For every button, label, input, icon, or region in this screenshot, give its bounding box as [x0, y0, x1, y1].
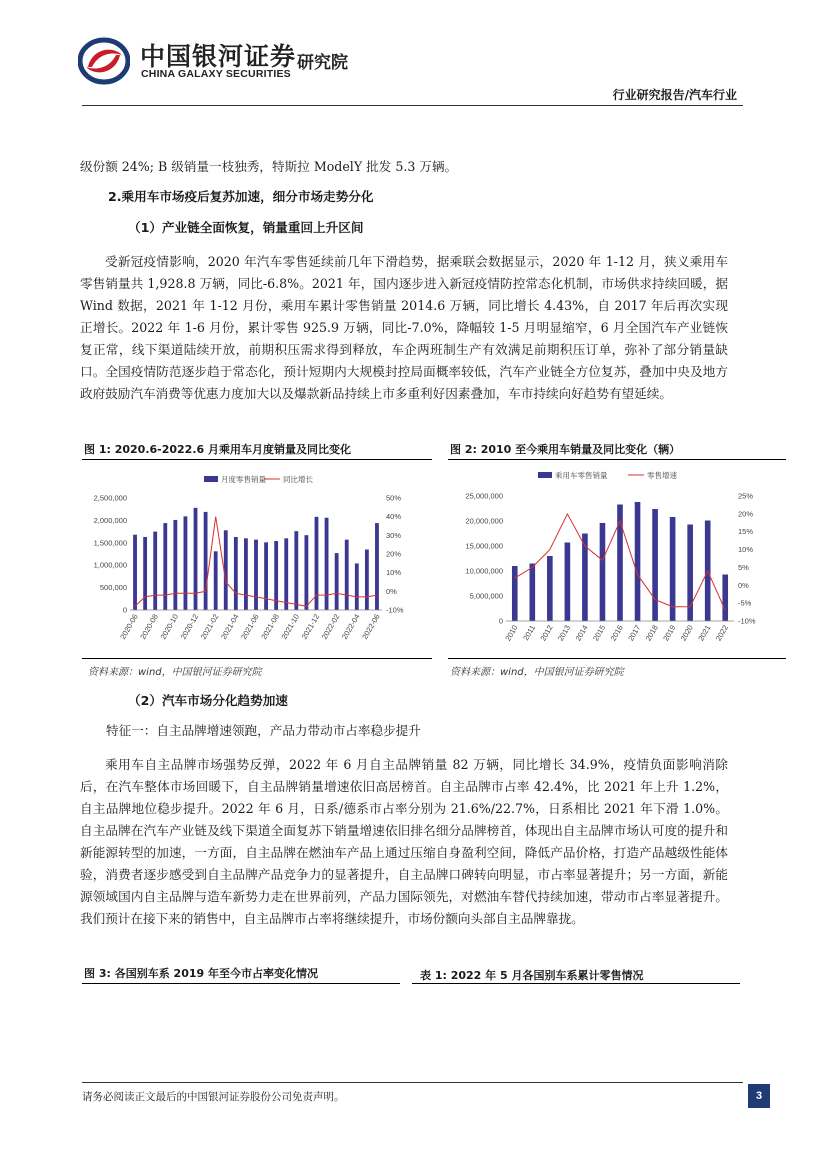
chart2-y-right-tick: 0%	[738, 580, 749, 590]
figure-1-rule	[82, 459, 432, 460]
chart2-x-tick: 2010	[503, 623, 520, 643]
figure-1-title: 图 1: 2020.6-2022.6 月乘用车月度销量及同比变化	[84, 443, 352, 456]
chart2-y-right-tick: 10%	[738, 545, 754, 555]
chart1-x-tick: 2021-08	[259, 612, 281, 641]
chart1-bar	[254, 540, 258, 610]
chart2-y-right-tick: 20%	[738, 509, 754, 519]
chart1-x-tick: 2021-10	[279, 612, 302, 641]
chart1-x-tick: 2022-04	[339, 612, 362, 641]
chart2-legend-bar-label: 乘用车零售销量	[555, 471, 608, 480]
chart2-bar	[530, 564, 536, 622]
chart1-y-right-tick: -10%	[386, 605, 404, 615]
figure-2-bottom-rule	[448, 658, 786, 659]
figure-1-chart	[82, 464, 432, 654]
chart1-y-left-tick: 2,000,000	[93, 515, 127, 525]
chart1-bar	[153, 532, 157, 610]
chart1-y-left-tick: 1,500,000	[93, 538, 127, 548]
page-number: 3	[748, 1084, 770, 1108]
chart2-x-tick: 2019	[661, 623, 678, 643]
chart1-bar	[365, 550, 369, 610]
report-type: 行业研究报告/汽车行业	[612, 88, 737, 102]
chart1-x-tick: 2021-04	[219, 612, 241, 641]
chart2-bar	[547, 556, 553, 621]
chart1-y-right-tick: 30%	[386, 530, 402, 540]
chart1-bar	[274, 541, 278, 610]
footer-rule	[82, 1082, 743, 1083]
chart2-x-tick: 2016	[608, 623, 625, 643]
chart2-x-tick: 2012	[538, 623, 555, 643]
chart2-bar	[600, 523, 606, 621]
chart1-y-right-tick: 20%	[386, 549, 402, 559]
table-1-rule	[412, 983, 740, 984]
chart1-x-tick: 2020-12	[178, 612, 201, 641]
chart2-x-tick: 2013	[555, 623, 573, 643]
chart1-bar	[163, 523, 167, 610]
chart1-x-tick: 2020-10	[158, 612, 181, 641]
chart1-y-left-tick: 500,000	[99, 583, 127, 593]
chart2-y-right-tick: 25%	[738, 491, 754, 501]
chart1-x-tick: 2021-02	[198, 612, 221, 641]
chart2-y-left-tick: 25,000,000	[465, 491, 503, 501]
chart2-x-tick: 2020	[678, 623, 695, 643]
chart1-y-left-tick: 0	[122, 605, 127, 615]
chart1-bar	[214, 551, 218, 610]
chart1-bar	[304, 535, 308, 610]
paragraph-1: 受新冠疫情影响，2020 年汽车零售延续前几年下滑趋势，据乘联会数据显示，2020 年 1-12 月，狭义乘用车零售销量共 1,928.8 万辆，同比-6.8%。2021 年，国内逐步进入新冠疫情防控常态化机制，市场供求持续回暖，据 Wind 数据，2021 年 1-12 月份，乘用车累计零售销量 2014.6 万辆，同比增长 4.43%，自 2017 年后再次实现正增长。2022 年 1-6 月份，累计零售 925.9 万辆，同比-7.0%，降幅较 1-5 月明显缩窄，6 月全国汽车产业链恢复正常，线下渠道陆续开放，前期积压需求得到释放，车企两班制生产有效满足前期积压订单，弥补了部分销量缺口。全国疫情防范逐步趋于常态化，预计短期内大规模封控局面概率较低，汽车产业链全方位复苏，叠加中央及地方政府鼓励汽车消费等优惠力度加大以及爆款新品持续上市多重利好因素叠加，车市持续向好趋势有望延续。	[80, 254, 728, 401]
intro-line: 级份额 24%; B 级销量一枝独秀，特斯拉 ModelY 批发 5.3 万辆。	[80, 159, 458, 174]
header-rule	[82, 105, 743, 106]
chart1-bar	[325, 518, 329, 610]
chart1-bar	[335, 553, 339, 610]
chart2-y-right-tick: 15%	[738, 527, 754, 537]
chart1-bar	[345, 540, 349, 610]
feature-1-line: 特征一：自主品牌增速领跑，产品力带动市占率稳步提升	[106, 723, 421, 738]
chart2-y-right-tick: -5%	[738, 598, 752, 608]
chart2-x-tick: 2014	[573, 623, 590, 643]
chart1-bar	[184, 516, 188, 610]
chart2-legend-line-label: 零售增速	[647, 471, 677, 480]
institute-name: 研究院	[297, 53, 348, 73]
galaxy-logo-icon	[78, 37, 130, 85]
paragraph-2: 乘用车自主品牌市场强势反弹，2022 年 6 月自主品牌销量 82 万辆，同比增长 34.9%，疫情负面影响消除后，在汽车整体市场回暖下，自主品牌销量增速依旧高居榜首。自主品牌市占率 42.4%，比 2021 年上升 1.2%，自主品牌地位稳步提升。2022 年 6 月，日系/德系市占率分别为 21.6%/22.7%，日系相比 2021 年下滑 1.0%。自主品牌在汽车产业链及线下渠道全面复苏下销量增速依旧排名细分品牌榜首，体现出自主品牌市场认可度的提升和新能源转型的加速，一方面，自主品牌在燃油车产品上通过压缩自身盈利空间，降低产品价格，打造产品越级性能体验，消费者逐步感受到自主品牌产品竞争力的显著提升，自主品牌口碑转向明显，市占率显著提升；另一方面，新能源领域国内自主品牌与造车新势力走在世界前列，产品力国际领先，对燃油车替代持续加速，带动市占率显著提升。我们预计在接下来的销售中，自主品牌市占率将继续提升，市场份额向头部自主品牌靠拢。	[80, 757, 728, 926]
chart2-x-tick: 2022	[713, 623, 730, 643]
chart1-bar	[234, 537, 238, 610]
figure-2-rule	[448, 459, 786, 460]
footer-disclaimer: 请务必阅读正文最后的中国银河证券股份公司免责声明。	[82, 1091, 345, 1103]
chart2-y-left-tick: 10,000,000	[465, 566, 503, 576]
chart1-bar	[294, 531, 298, 610]
chart2-y-right-tick: 5%	[738, 562, 749, 572]
chart1-x-tick: 2022-06	[360, 612, 382, 641]
chart1-bar	[264, 542, 268, 610]
chart2-y-left-tick: 20,000,000	[465, 516, 503, 526]
brand-name-cn: 中国银河证券	[140, 42, 297, 71]
chart1-y-right-tick: 50%	[386, 493, 402, 503]
figure-2-title: 图 2: 2010 至今乘用车销量及同比变化（辆）	[450, 443, 681, 456]
figure-1-bottom-rule	[82, 658, 432, 659]
chart2-bar	[512, 566, 518, 621]
chart1-y-right-tick: 40%	[386, 512, 402, 522]
chart2-legend-bar-swatch	[538, 472, 552, 478]
chart2-bar	[565, 543, 571, 622]
chart1-y-left-tick: 2,500,000	[93, 493, 127, 503]
chart1-bar	[244, 538, 248, 610]
chart1-bar	[375, 523, 379, 610]
chart1-x-tick: 2021-06	[239, 612, 261, 641]
chart2-bar	[635, 502, 641, 621]
chart1-bar	[204, 512, 208, 610]
table-1-title: 表 1: 2022 年 5 月各国别车系累计零售情况	[420, 969, 644, 982]
chart1-bar	[194, 508, 198, 610]
chart2-bar	[652, 509, 658, 621]
figure-2-source: 资料来源：wind，中国银河证券研究院	[450, 667, 624, 678]
chart2-y-left-tick: 0	[498, 616, 503, 626]
figure-2-chart	[448, 464, 786, 654]
chart1-bar	[284, 538, 288, 610]
chart1-x-tick: 2022-02	[319, 612, 342, 641]
chart2-y-left-tick: 15,000,000	[465, 541, 503, 551]
chart1-legend-bar-swatch	[204, 476, 218, 482]
figure-3-title: 图 3: 各国别车系 2019 年至今市占率变化情况	[84, 967, 318, 980]
chart2-x-tick: 2015	[591, 623, 608, 643]
chart1-bar	[133, 535, 137, 610]
subsection-2-heading: （2）汽车市场分化趋势加速	[128, 693, 288, 708]
chart1-legend-bar-label: 月度零售销量	[221, 475, 266, 484]
chart2-x-tick: 2021	[696, 623, 713, 643]
chart1-y-right-tick: 10%	[386, 568, 402, 578]
chart1-legend-line-label: 同比增长	[283, 475, 313, 484]
chart2-y-right-tick: -10%	[738, 616, 756, 626]
chart1-bar	[355, 563, 359, 610]
chart1-x-tick: 2021-12	[299, 612, 322, 641]
chart2-x-tick: 2017	[626, 623, 643, 643]
subsection-1-heading: （1）产业链全面恢复，销量重回上升区间	[128, 220, 364, 235]
figure-3-rule	[82, 983, 400, 984]
section-2-heading: 2.乘用车市场疫后复苏加速，细分市场走势分化	[108, 189, 374, 204]
chart1-y-left-tick: 1,000,000	[93, 560, 127, 570]
chart1-y-right-tick: 0%	[386, 586, 397, 596]
figure-1-source: 资料来源：wind，中国银河证券研究院	[88, 667, 262, 678]
chart1-x-tick: 2020-06	[118, 612, 140, 641]
chart2-x-tick: 2011	[521, 623, 538, 642]
chart2-bar	[722, 575, 728, 622]
chart1-bar	[173, 520, 177, 610]
chart2-x-tick: 2018	[643, 623, 660, 643]
chart1-bar	[143, 537, 147, 610]
brand-name-en: CHINA GALAXY SECURITIES	[141, 68, 291, 80]
chart1-x-tick: 2020-08	[138, 612, 160, 641]
chart2-y-left-tick: 5,000,000	[469, 591, 503, 601]
